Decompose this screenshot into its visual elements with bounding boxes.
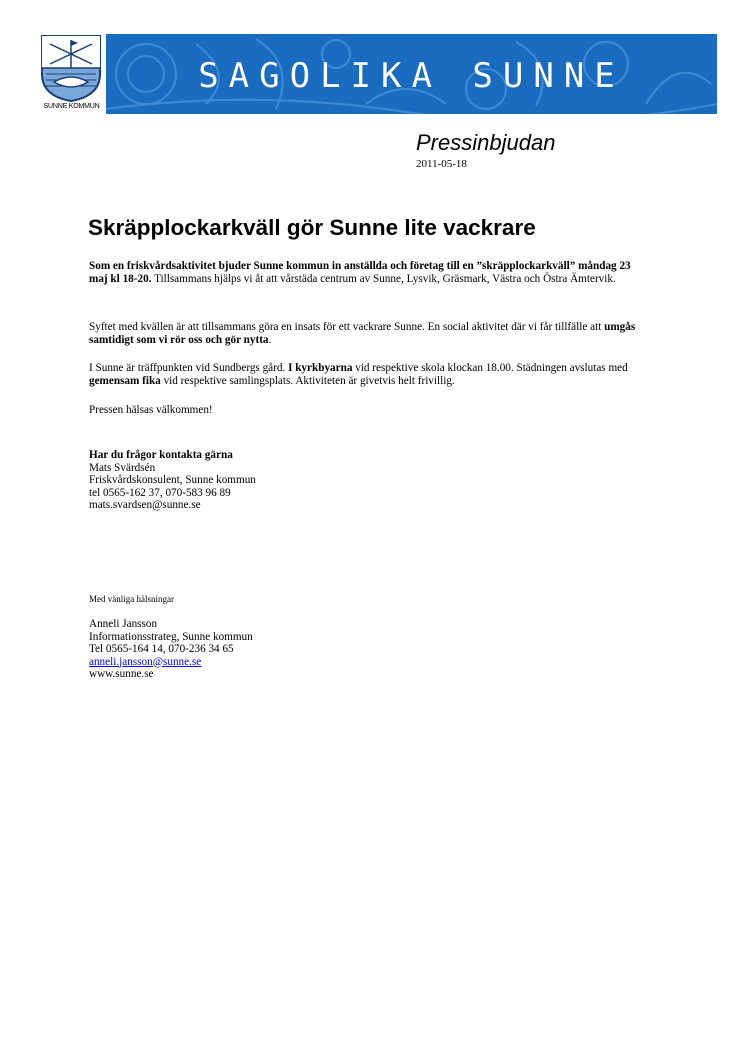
meeting-bold-2: gemensam fika (89, 374, 161, 387)
contact-name: Mats Svärdsén (89, 461, 156, 474)
banner (106, 34, 717, 114)
intro-bold-text: Som en friskvårdsaktivitet bjuder Sunne kommun in anställda och företag till en ”skräpplockarkväll” måndag 23 maj kl 18-20. (89, 260, 631, 285)
intro-text: Tillsammans hjälps vi åt att vårstäda centrum av Sunne, Lysvik, Gräsmark, Västra och Östra Ämtervik. (151, 272, 616, 285)
purpose-bold-text: umgås samtidigt som vi rör oss och gör nytta (89, 321, 636, 346)
contact-heading: Har du frågor kontakta gärna (89, 449, 233, 461)
municipality-crest (38, 34, 105, 114)
signature-name: Anneli Jansson (89, 618, 158, 630)
paragraph-press: Pressen hälsas välkommen! (89, 404, 213, 416)
header (38, 34, 717, 114)
signature-block (89, 618, 253, 681)
page-title: Skräpplockarkväll gör Sunne lite vackrare (88, 215, 536, 240)
meeting-text-a: I Sunne är träffpunkten vid Sundbergs gård. (89, 362, 289, 374)
meeting-text-b: vid respektive skola klockan 18.00. Städningen avslutas med (352, 362, 628, 374)
coat-of-arms-icon (40, 34, 102, 102)
document-type: Pressinbjudan (416, 130, 556, 155)
meeting-bold-1: I kyrkbyarna (288, 362, 353, 374)
meeting-text-c: vid respektive samlingsplats. Aktiviteten är givetvis helt frivillig. (160, 374, 455, 387)
purpose-text: Syftet med kvällen är att tillsammans göra en insats för ett vackrare Sunne. En social aktivitet där vi får tillfälle att (89, 321, 605, 333)
signature-phone: Tel 0565-164 14, 070-236 34 65 (89, 643, 234, 655)
signature-role: Informationsstrateg, Sunne kommun (89, 630, 253, 643)
paragraph-meeting (89, 362, 649, 387)
purpose-end: . (268, 333, 272, 346)
document-date: 2011-05-18 (416, 158, 467, 170)
banner-title: SAGOLIKA SUNNE (198, 56, 625, 96)
contact-block (89, 449, 256, 512)
paragraph-purpose (89, 321, 649, 346)
contact-phone: tel 0565-162 37, 070-583 96 89 (89, 486, 231, 499)
paragraph-intro (89, 260, 649, 285)
contact-role: Friskvårdskonsulent, Sunne kommun (89, 474, 256, 486)
signature-email-link[interactable]: anneli.jansson@sunne.se (89, 655, 202, 668)
contact-email: mats.svardsen@sunne.se (89, 499, 201, 511)
greeting: Med vänliga hälsningar (89, 594, 174, 604)
crest-label: SUNNE KOMMUN (43, 103, 100, 110)
signature-website: www.sunne.se (89, 668, 154, 680)
